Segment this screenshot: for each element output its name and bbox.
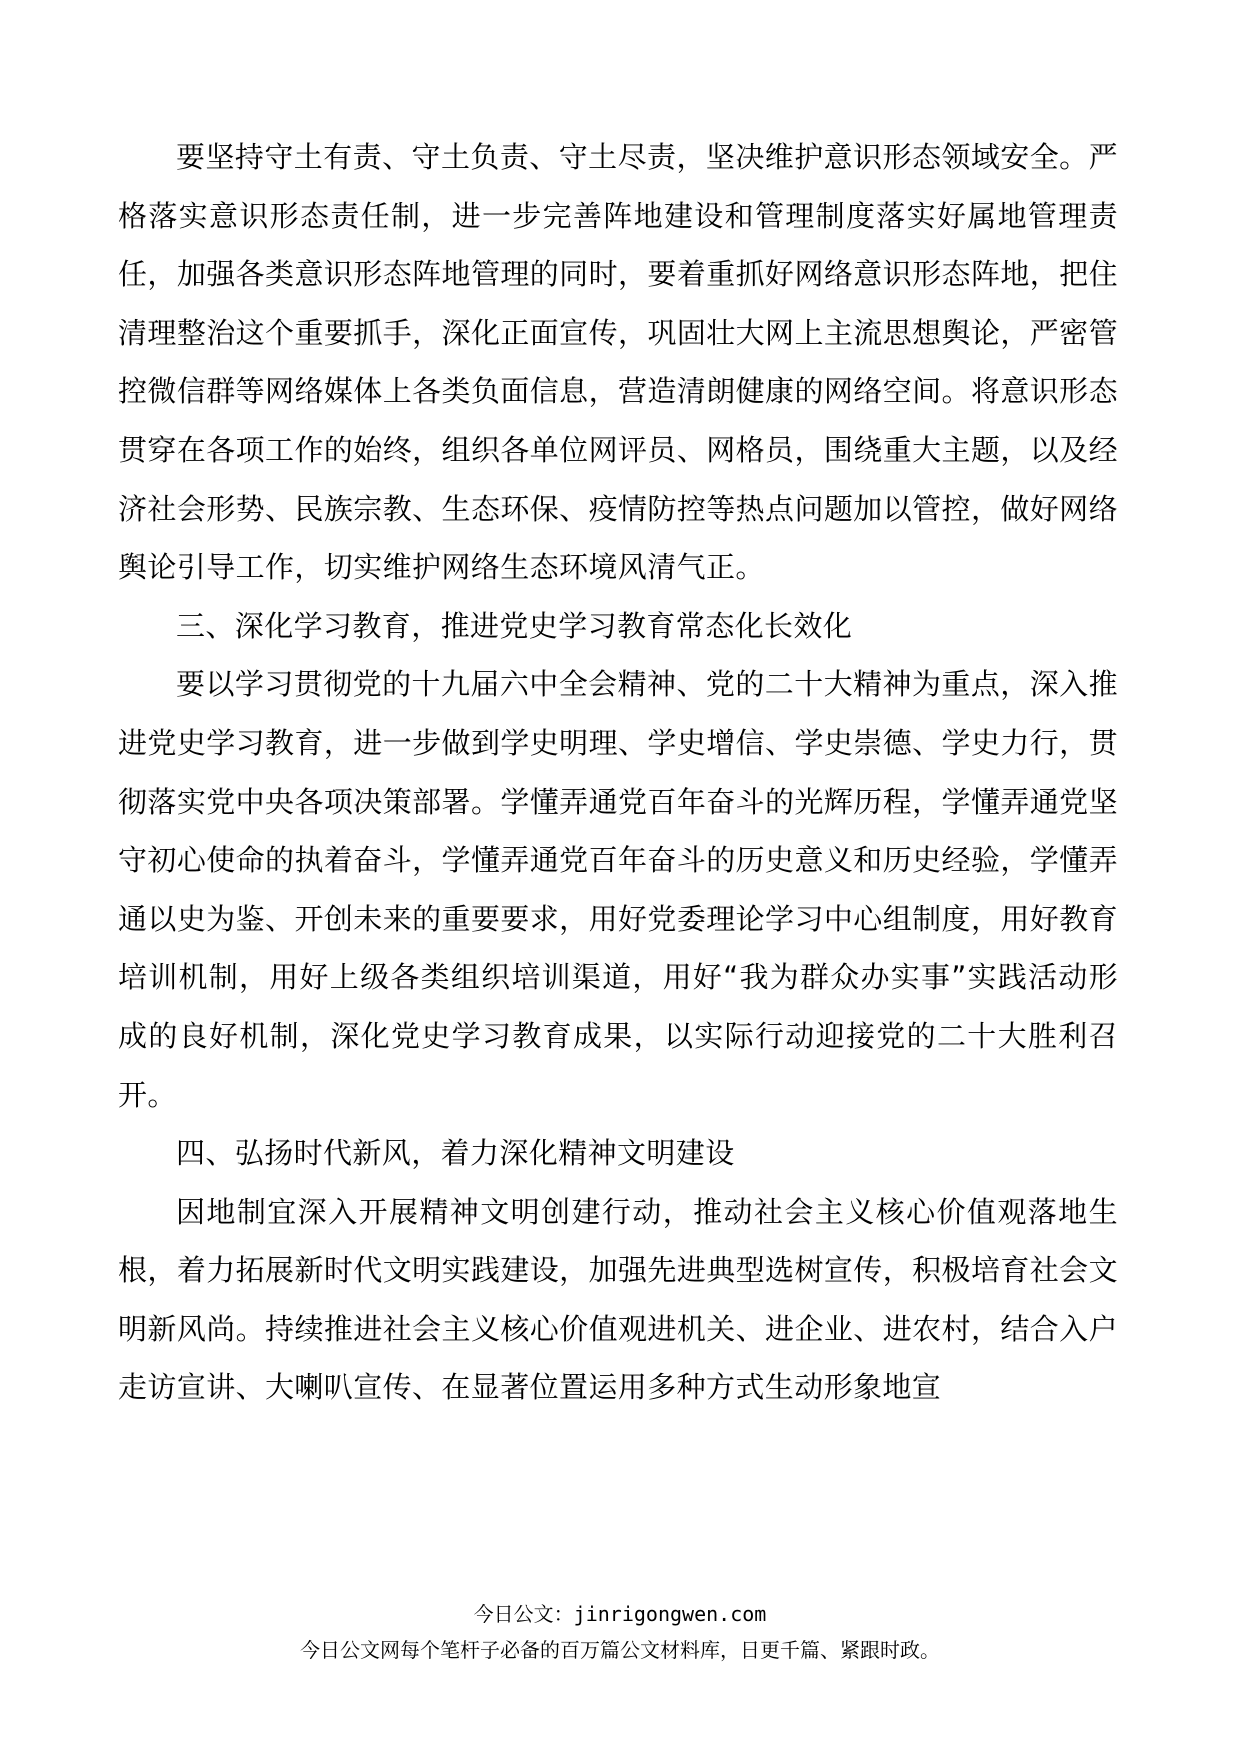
section-heading-3: 三、深化学习教育，推进党史学习教育常态化长效化: [176, 608, 853, 643]
paragraph-ideology-security: 要坚持守土有责、守土负责、守土尽责，坚决维护意识形态领域安全。严格落实意识形态责任制，进一步完善阵地建设和管理制度落实好属地管理责任，加强各类意识形态阵地管理的同时，要着重抓好网络意识形态阵地，把住清理整治这个重要抓手，深化正面宣传，巩固壮大网上主流思想舆论，严密管控微信群等网络媒体上各类负面信息，营造清朗健康的网络空间。将意识形态贯穿在各项工作的始终，组织各单位网评员、网格员，围绕重大主题，以及经济社会形势、民族宗教、生态环保、疫情防控等热点问题加以管控，做好网络舆论引导工作，切实维护网络生态环境风清气正。: [118, 140, 1118, 585]
document-body: [118, 128, 1118, 1417]
section-heading-4: 四、弘扬时代新风，着力深化精神文明建设: [176, 1136, 735, 1171]
paragraph-spiritual-civilization: 因地制宜深入开展精神文明创建行动，推动社会主义核心价值观落地生根，着力拓展新时代文明实践建设，加强先进典型选树宣传，积极培育社会文明新风尚。持续推进社会主义核心价值观进机关、进企业、进农村，结合入户走访宣讲、大喇叭宣传、在显著位置运用多种方式生动形象地宣: [118, 1194, 1118, 1405]
footer-site-label: 今日公文：jinrigongwen.com: [473, 1602, 767, 1626]
paragraph-party-history-education: 要以学习贯彻党的十九届六中全会精神、党的二十大精神为重点，深入推进党史学习教育，进一步做到学史明理、学史增信、学史崇德、学史力行，贯彻落实党中央各项决策部署。学懂弄通党百年奋斗的光辉历程，学懂弄通党坚守初心使命的执着奋斗，学懂弄通党百年奋斗的历史意义和历史经验，学懂弄通以史为鉴、开创未来的重要要求，用好党委理论学习中心组制度，用好教育培训机制，用好上级各类组织培训渠道，用好“我为群众办实事”实践活动形成的良好机制，深化党史学习教育成果，以实际行动迎接党的二十大胜利召开。: [118, 667, 1118, 1112]
footer-slogan: 今日公文网每个笔杆子必备的百万篇公文材料库，日更千篇、紧跟时政。: [300, 1638, 940, 1662]
